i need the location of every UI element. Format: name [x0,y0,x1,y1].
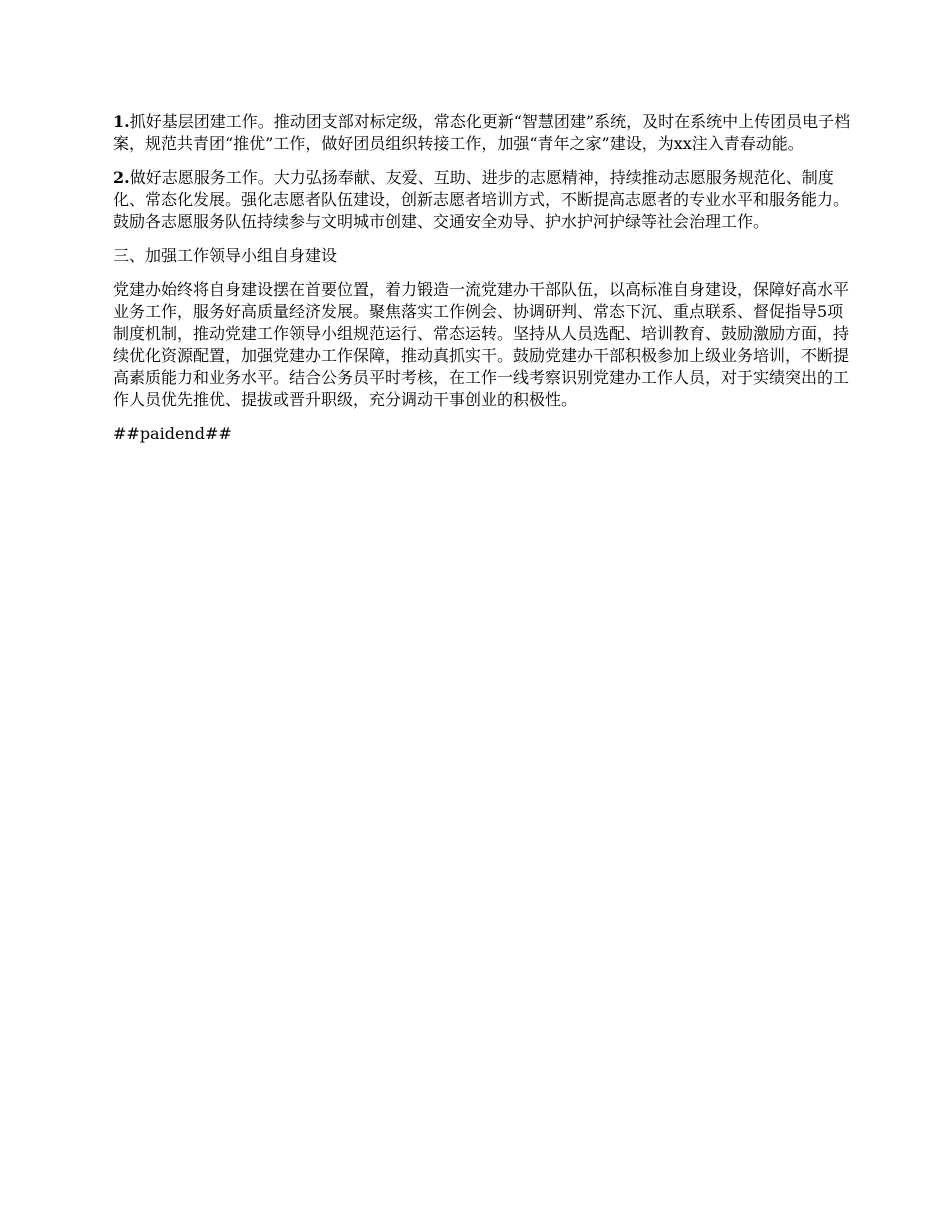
section-body-paragraph: 党建办始终将自身建设摆在首要位置，着力锻造一流党建办干部队伍，以高标准自身建设，保障好高水平业务工作，服务好高质量经济发展。聚焦落实工作例会、协调研判、常态下沉、重点联系、督促指导5项制度机制，推动党建工作领导小组规范运行、常态运转。坚持从人员选配、培训教育、鼓励激励方面，持续优化资源配置，加强党建办工作保障，推动真抓实干。鼓励党建办干部积极参加上级业务培训，不断提高素质能力和业务水平。结合公务员平时考核，在工作一线考察识别党建办工作人员，对于实绩突出的工作人员优先推优、提拔或晋升职级，充分调动干事创业的积极性。 [113,280,850,409]
numbered-paragraph-2 [113,167,858,233]
section-heading: 三、加强工作领导小组自身建设 [113,246,338,265]
numbered-paragraph-1 [113,111,858,155]
end-marker: ##paidend## [113,424,232,443]
document-page [113,111,858,445]
paragraph-text: 抓好基层团建工作。推动团支部对标定级，常态化更新“智慧团建”系统，及时在系统中上传团员电子档案，规范共青团“推优”工作，做好团员组织转接工作，加强“青年之家”建设，为xx注入青春动能。 [113,112,851,153]
paragraph-number: 1. [113,112,130,131]
paragraph-text: 做好志愿服务工作。大力弘扬奉献、友爱、互助、进步的志愿精神，持续推动志愿服务规范化、制度化、常态化发展。强化志愿者队伍建设，创新志愿者培训方式，不断提高志愿者的专业水平和服务能力。鼓励各志愿服务队伍持续参与文明城市创建、交通安全劝导、护水护河护绿等社会治理工作。 [113,168,850,231]
paragraph-number: 2. [113,168,130,187]
